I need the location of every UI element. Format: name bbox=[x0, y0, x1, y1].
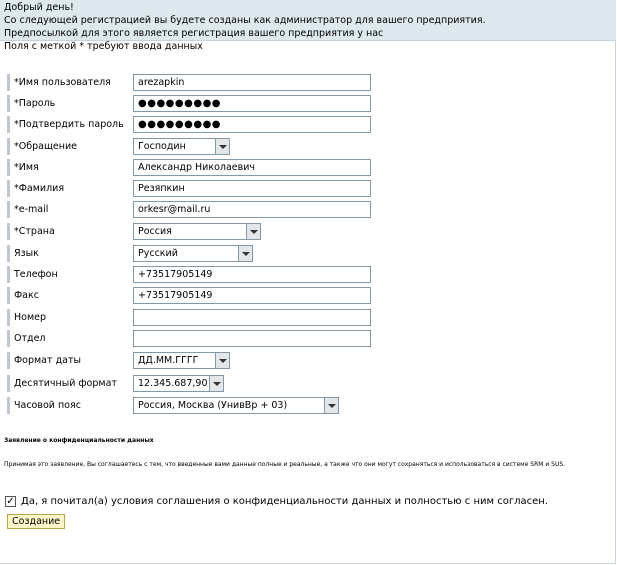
privacy-text: Принимая это заявление, Вы соглашаетесь с тем, что введенные вами данные полные и реальные, а также что они могут сохраняться и использоваться в системе SRM и SUS. bbox=[4, 461, 566, 468]
confirm-password-label: *Подтвердить пароль bbox=[7, 116, 127, 133]
fax-label: Факс bbox=[7, 287, 127, 304]
decimal-format-select[interactable] bbox=[133, 375, 224, 392]
username-input[interactable]: arezapkin bbox=[133, 74, 371, 91]
required-fields-note: Поля с меткой * требуют ввода данных bbox=[4, 41, 203, 52]
date-format-label: Формат даты bbox=[7, 352, 127, 369]
email-label: *e-mail bbox=[7, 201, 127, 218]
info-banner bbox=[0, 0, 616, 41]
privacy-title: Заявление о конфиденциальности данных bbox=[4, 437, 154, 444]
last-name-input[interactable]: Резяпкин bbox=[133, 180, 371, 197]
confirm-password-input[interactable]: ●●●●●●●●● bbox=[133, 116, 371, 133]
chevron-down-icon[interactable] bbox=[209, 376, 223, 391]
salutation-select[interactable] bbox=[133, 138, 230, 155]
department-label: Отдел bbox=[7, 330, 127, 347]
info-text-line: Предпосылкой для этого является регистрация вашего предприятия у нас bbox=[4, 28, 384, 39]
language-select[interactable] bbox=[133, 245, 253, 262]
chevron-down-icon[interactable] bbox=[324, 398, 338, 413]
greeting-text: Добрый день! bbox=[4, 2, 74, 13]
timezone-select[interactable] bbox=[133, 397, 339, 414]
language-label: Язык bbox=[7, 245, 127, 262]
number-input[interactable] bbox=[133, 309, 371, 326]
salutation-value: Господин bbox=[138, 141, 186, 152]
first-name-input[interactable]: Александр Николаевич bbox=[133, 159, 371, 176]
decimal-format-label: Десятичный формат bbox=[7, 375, 127, 392]
create-button[interactable]: Создание bbox=[7, 514, 65, 529]
agree-label: Да, я почитал(а) условия соглашения о конфиденциальности данных и полностью с ним согласен. bbox=[21, 496, 548, 507]
date-format-select[interactable] bbox=[133, 352, 230, 369]
salutation-label: *Обращение bbox=[7, 138, 127, 155]
country-select[interactable] bbox=[133, 223, 261, 240]
info-text-line: Со следующей регистрацией вы будете созданы как администратор для вашего предприятия. bbox=[4, 15, 486, 26]
password-label: *Пароль bbox=[7, 95, 127, 112]
chevron-down-icon[interactable] bbox=[246, 224, 260, 239]
chevron-down-icon[interactable] bbox=[238, 246, 252, 261]
first-name-label: *Имя bbox=[7, 159, 127, 176]
last-name-label: *Фамилия bbox=[7, 180, 127, 197]
phone-input[interactable]: +73517905149 bbox=[133, 266, 371, 283]
timezone-label: Часовой пояс bbox=[7, 397, 127, 414]
username-label: *Имя пользователя bbox=[7, 74, 127, 91]
timezone-value: Россия, Москва (УнивВр + 03) bbox=[138, 400, 288, 411]
date-format-value: ДД.ММ.ГГГГ bbox=[138, 355, 199, 366]
chevron-down-icon[interactable] bbox=[215, 353, 229, 368]
password-input[interactable]: ●●●●●●●●● bbox=[133, 95, 371, 112]
chevron-down-icon[interactable] bbox=[215, 139, 229, 154]
number-label: Номер bbox=[7, 309, 127, 326]
country-value: Россия bbox=[138, 226, 172, 237]
fax-input[interactable]: +73517905149 bbox=[133, 287, 371, 304]
language-value: Русский bbox=[138, 248, 178, 259]
email-input[interactable]: orkesr@mail.ru bbox=[133, 201, 371, 218]
decimal-format-value: 12.345.687,90 bbox=[138, 378, 208, 389]
agree-checkbox[interactable]: ✓ bbox=[6, 496, 15, 507]
country-label: *Страна bbox=[7, 223, 127, 240]
phone-label: Телефон bbox=[7, 266, 127, 283]
department-input[interactable] bbox=[133, 330, 371, 347]
